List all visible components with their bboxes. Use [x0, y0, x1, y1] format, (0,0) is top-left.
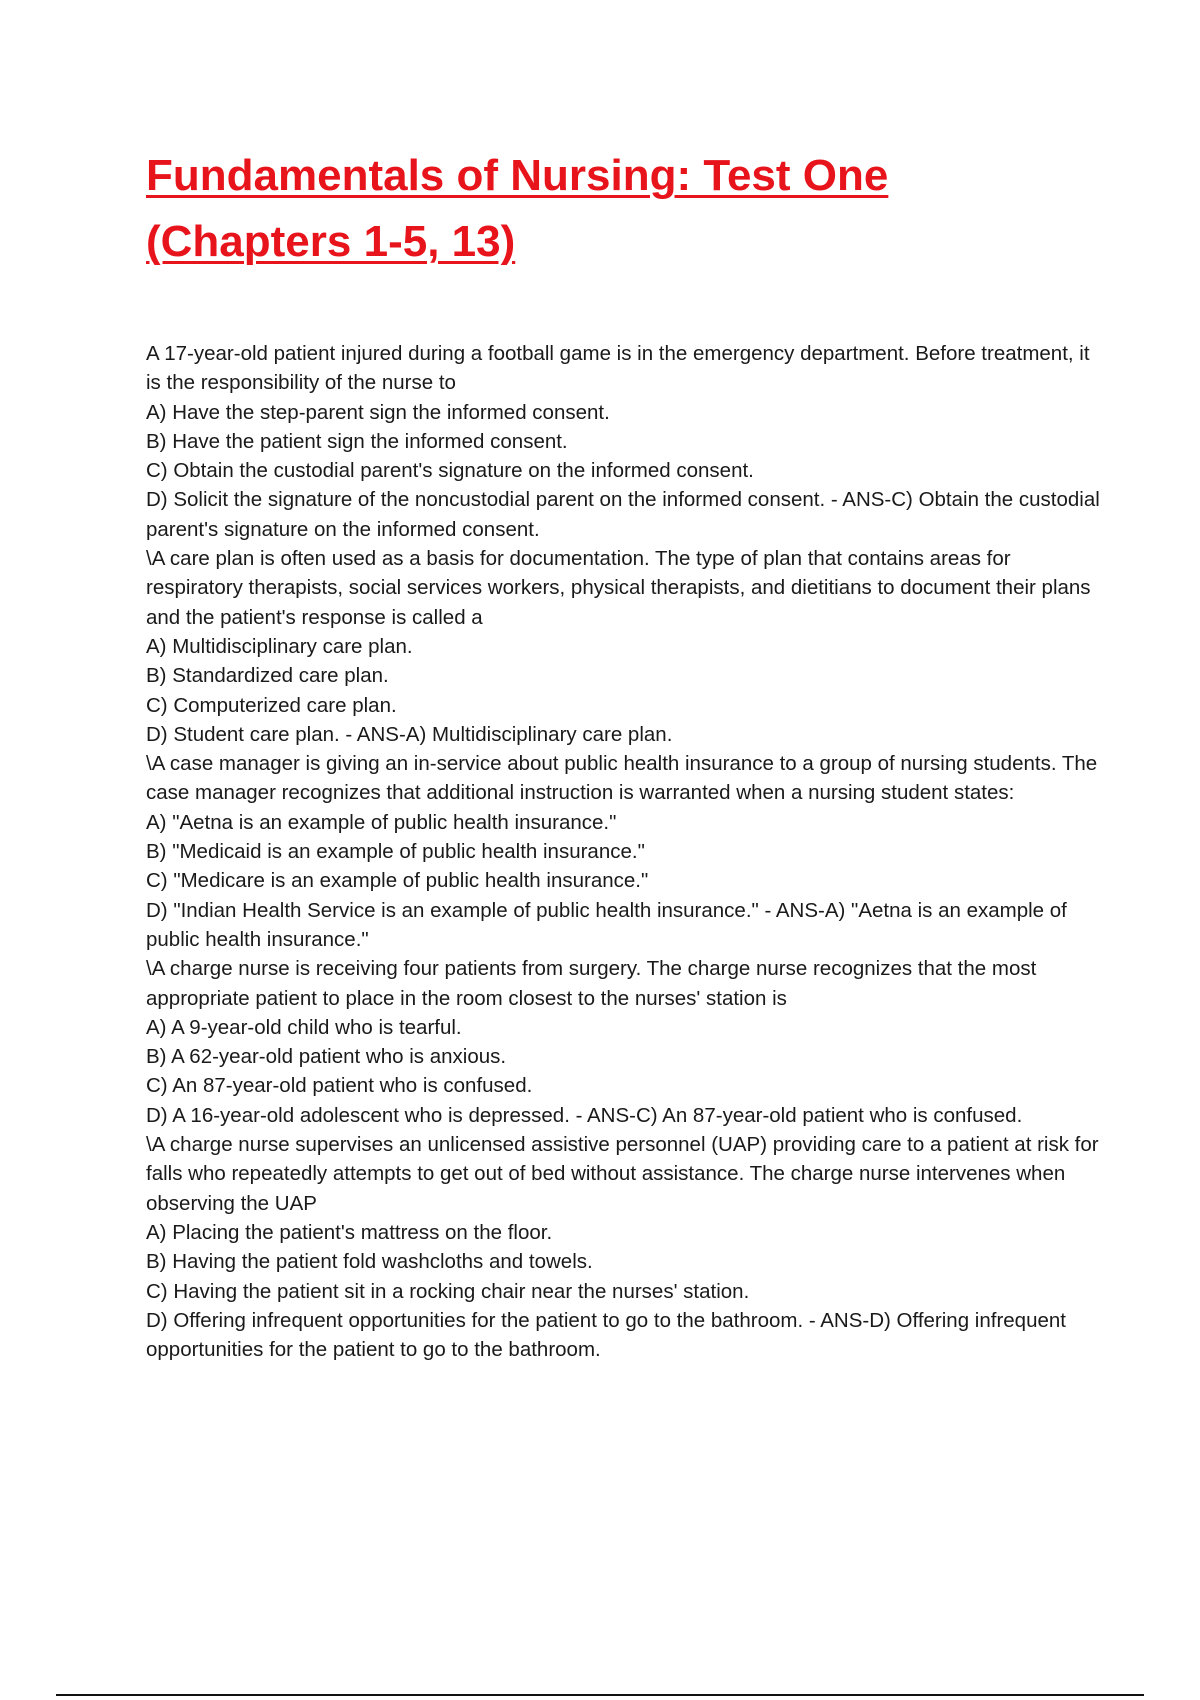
answer-option: D) Student care plan. - ANS-A) Multidisciplinary care plan. [146, 722, 673, 746]
answer-option: A) Multidisciplinary care plan. [146, 634, 413, 658]
question-4 [146, 954, 1106, 1130]
answer-option: C) Computerized care plan. [146, 693, 397, 717]
footer-divider [56, 1694, 1144, 1696]
answer-option: C) "Medicare is an example of public health insurance." [146, 869, 649, 893]
page-title [146, 143, 1046, 275]
answer-option: D) "Indian Health Service is an example of public health insurance." - ANS-A) "Aetna is an example of public health insurance." [146, 898, 1067, 951]
answer-option: B) "Medicaid is an example of public health insurance." [146, 840, 645, 864]
title-line-1: Fundamentals of Nursing: Test One [146, 151, 889, 200]
question-list [146, 339, 1106, 1364]
question-2 [146, 544, 1106, 749]
answer-option: D) Solicit the signature of the noncustodial parent on the informed consent. - ANS-C) Obtain the custodial parent's signature on the informed consent. [146, 488, 1100, 541]
answer-option: B) Standardized care plan. [146, 664, 389, 688]
question-3 [146, 749, 1106, 954]
question-stem: \A case manager is giving an in-service about public health insurance to a group of nursing students. The case manager recognizes that additional instruction is warranted when a nursing student states: [146, 752, 1098, 805]
answer-option: B) Having the patient fold washcloths and towels. [146, 1250, 593, 1274]
title-line-2: (Chapters 1-5, 13) [146, 217, 516, 266]
question-1 [146, 339, 1106, 544]
answer-option: D) A 16-year-old adolescent who is depressed. - ANS-C) An 87-year-old patient who is confused. [146, 1103, 1023, 1127]
answer-option: A) Have the step-parent sign the informed consent. [146, 400, 610, 424]
question-5 [146, 1130, 1106, 1364]
question-stem: \A charge nurse is receiving four patients from surgery. The charge nurse recognizes that the most appropriate patient to place in the room closest to the nurses' station is [146, 957, 1037, 1010]
answer-option: B) A 62-year-old patient who is anxious. [146, 1045, 507, 1069]
answer-option: A) Placing the patient's mattress on the floor. [146, 1220, 553, 1244]
question-stem: \A care plan is often used as a basis for documentation. The type of plan that contains areas for respiratory therapists, social services workers, physical therapists, and dietitians to document their plans and the patient's response is called a [146, 547, 1091, 629]
answer-option: C) Having the patient sit in a rocking chair near the nurses' station. [146, 1279, 750, 1303]
question-stem: A 17-year-old patient injured during a football game is in the emergency department. Before treatment, it is the responsibility of the nurse to [146, 342, 1090, 395]
answer-option: C) Obtain the custodial parent's signature on the informed consent. [146, 459, 754, 483]
answer-option: C) An 87-year-old patient who is confused. [146, 1074, 533, 1098]
answer-option: A) A 9-year-old child who is tearful. [146, 1015, 462, 1039]
answer-option: D) Offering infrequent opportunities for the patient to go to the bathroom. - ANS-D) Offering infrequent opportunities for the patient to go to the bathroom. [146, 1308, 1066, 1362]
answer-option: A) "Aetna is an example of public health insurance." [146, 810, 617, 834]
question-stem: \A charge nurse supervises an unlicensed assistive personnel (UAP) providing care to a patient at risk for falls who repeatedly attempts to get out of bed without assistance. The charge nurse intervenes when observing the UAP [146, 1133, 1099, 1215]
answer-option: B) Have the patient sign the informed consent. [146, 429, 568, 453]
